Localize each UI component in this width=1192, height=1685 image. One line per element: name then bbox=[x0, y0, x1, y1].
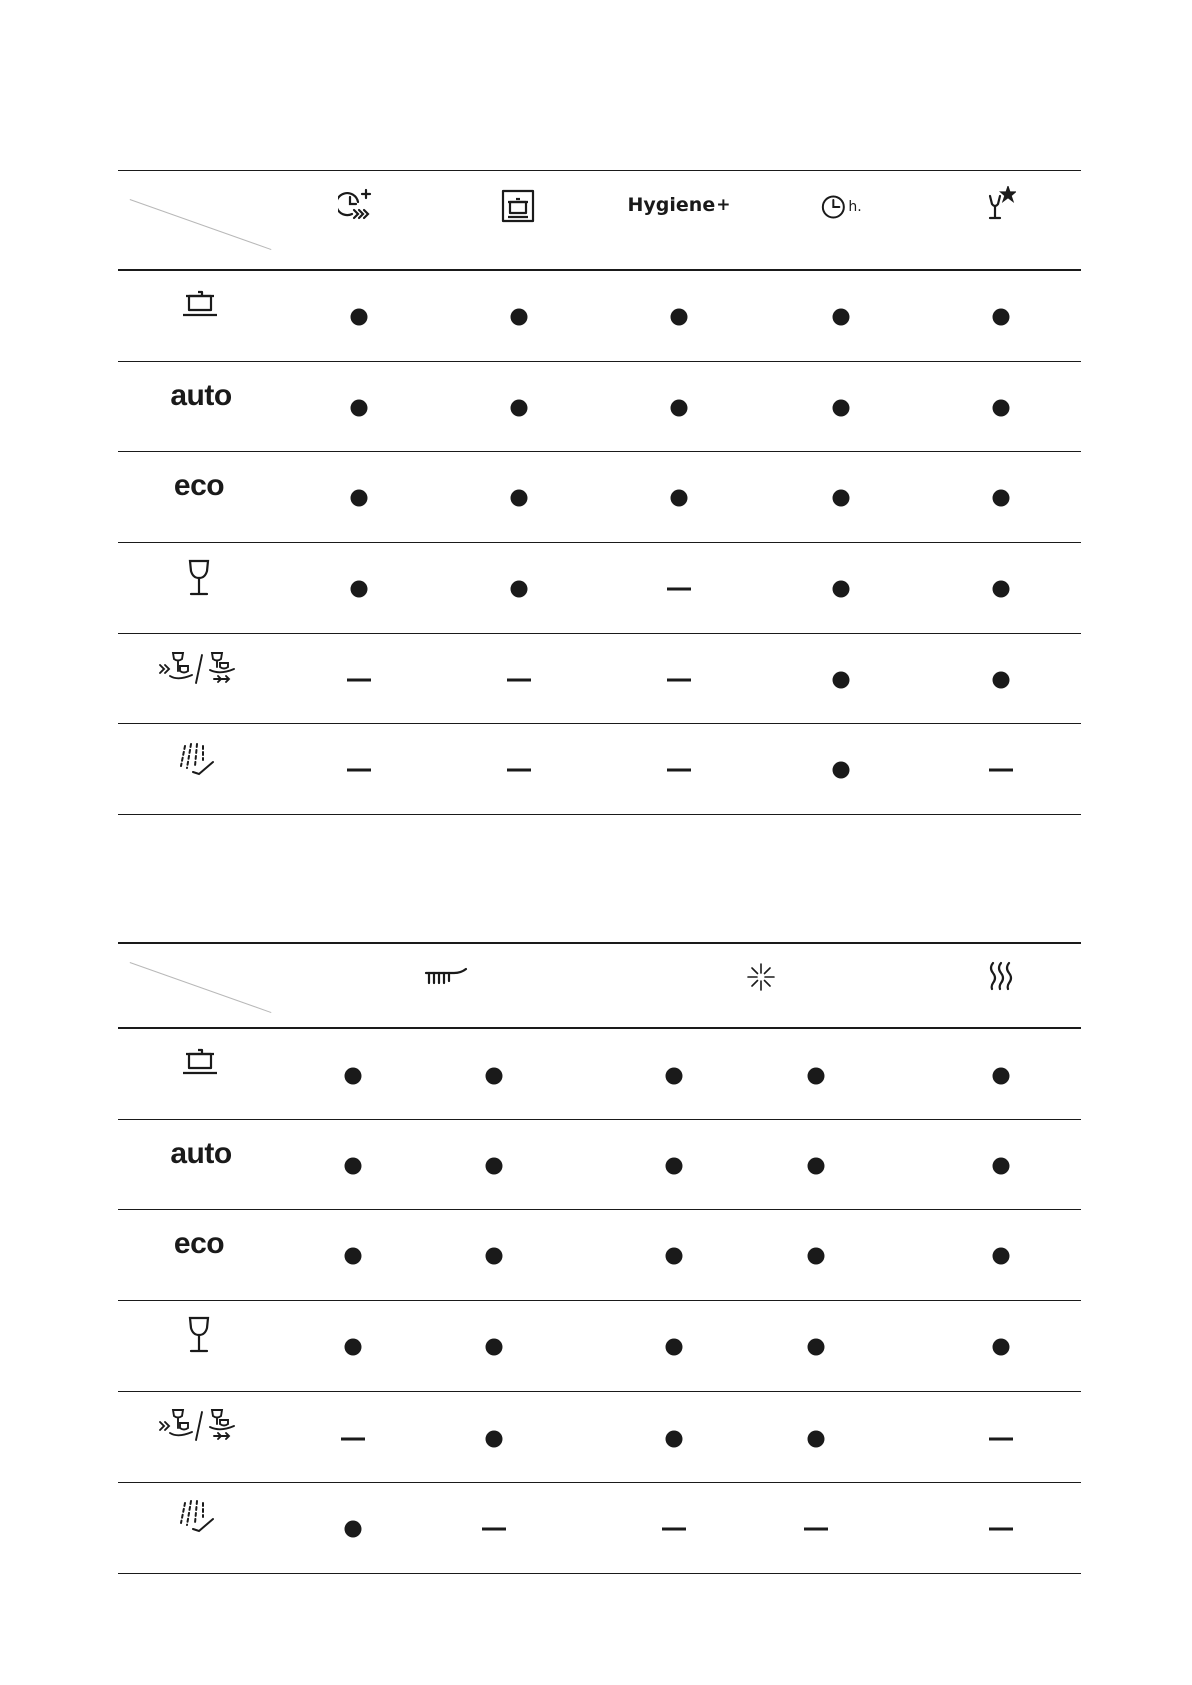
row-divider bbox=[118, 1482, 1081, 1483]
table-top-rule bbox=[118, 942, 1081, 944]
hygiene-plus-label bbox=[628, 194, 731, 216]
sparkle-icon bbox=[746, 962, 776, 992]
compatible-dot bbox=[511, 309, 528, 326]
not-applicable-dash bbox=[507, 679, 531, 682]
row-divider bbox=[118, 1391, 1081, 1392]
compatible-dot bbox=[486, 1158, 503, 1175]
not-applicable-dash bbox=[341, 1438, 365, 1441]
glass-star-icon bbox=[986, 186, 1016, 222]
row-divider bbox=[118, 1209, 1081, 1210]
pot-icon bbox=[180, 288, 220, 318]
clock-hours-icon bbox=[820, 194, 861, 220]
row-divider bbox=[118, 1300, 1081, 1301]
compatible-dot bbox=[833, 762, 850, 779]
compatible-dot bbox=[993, 1158, 1010, 1175]
compatible-dot bbox=[833, 581, 850, 598]
table-bottom-rule bbox=[118, 814, 1081, 815]
row-divider bbox=[118, 451, 1081, 452]
pre-rinse-shower-icon bbox=[179, 740, 217, 778]
compatible-dot bbox=[511, 490, 528, 507]
not-applicable-dash bbox=[507, 769, 531, 772]
steam-icon bbox=[988, 961, 1014, 991]
header-divider bbox=[118, 269, 1081, 271]
compatible-dot bbox=[486, 1068, 503, 1085]
hygiene-plus-mark: + bbox=[716, 195, 731, 215]
compatible-dot bbox=[993, 1339, 1010, 1356]
compatible-dot bbox=[511, 400, 528, 417]
brush-icon bbox=[424, 965, 468, 987]
not-applicable-dash bbox=[347, 769, 371, 772]
compatible-dot bbox=[345, 1339, 362, 1356]
compatible-dot bbox=[345, 1521, 362, 1538]
not-applicable-dash bbox=[667, 679, 691, 682]
compatible-dot bbox=[345, 1158, 362, 1175]
compatible-dot bbox=[993, 309, 1010, 326]
table-bottom-rule bbox=[118, 1573, 1081, 1574]
auto-label: auto bbox=[170, 379, 232, 412]
not-applicable-dash bbox=[662, 1528, 686, 1531]
compatible-dot bbox=[671, 400, 688, 417]
table-top-rule bbox=[118, 170, 1081, 171]
compatibility-table-bottom bbox=[118, 942, 1081, 1574]
compatible-dot bbox=[666, 1158, 683, 1175]
compatible-dot bbox=[808, 1068, 825, 1085]
header-diagonal-line bbox=[130, 962, 272, 1013]
compatible-dot bbox=[671, 309, 688, 326]
row-divider bbox=[118, 542, 1081, 543]
header-diagonal-line bbox=[130, 199, 272, 250]
compatible-dot bbox=[351, 581, 368, 598]
compatible-dot bbox=[808, 1431, 825, 1448]
hours-text: h. bbox=[848, 199, 862, 215]
not-applicable-dash bbox=[989, 1528, 1013, 1531]
compatible-dot bbox=[993, 400, 1010, 417]
compatible-dot bbox=[808, 1339, 825, 1356]
compatible-dot bbox=[833, 672, 850, 689]
row-divider bbox=[118, 361, 1081, 362]
row-divider bbox=[118, 723, 1081, 724]
compatible-dot bbox=[833, 309, 850, 326]
compatible-dot bbox=[351, 400, 368, 417]
not-applicable-dash bbox=[667, 769, 691, 772]
compatible-dot bbox=[993, 1248, 1010, 1265]
clock-plus-speed-icon bbox=[338, 188, 378, 224]
quick-glass-cup-icon bbox=[158, 651, 242, 689]
compatible-dot bbox=[511, 581, 528, 598]
compatible-dot bbox=[671, 490, 688, 507]
hygiene-text: Hygiene bbox=[627, 194, 716, 216]
pre-rinse-shower-icon bbox=[179, 1497, 217, 1535]
compatible-dot bbox=[345, 1068, 362, 1085]
compatible-dot bbox=[666, 1248, 683, 1265]
eco-label: eco bbox=[173, 1227, 225, 1260]
compatible-dot bbox=[666, 1068, 683, 1085]
not-applicable-dash bbox=[989, 1438, 1013, 1441]
row-divider bbox=[118, 1119, 1081, 1120]
compatible-dot bbox=[486, 1339, 503, 1356]
pot-icon bbox=[180, 1046, 220, 1076]
compatibility-table-top bbox=[118, 170, 1081, 815]
quick-glass-cup-icon bbox=[158, 1408, 242, 1446]
compatible-dot bbox=[993, 581, 1010, 598]
compatible-dot bbox=[486, 1431, 503, 1448]
compatible-dot bbox=[993, 490, 1010, 507]
not-applicable-dash bbox=[482, 1528, 506, 1531]
compatible-dot bbox=[808, 1248, 825, 1265]
compatible-dot bbox=[345, 1248, 362, 1265]
wine-glass-icon bbox=[185, 559, 213, 597]
eco-label: eco bbox=[173, 469, 225, 502]
auto-label: auto bbox=[170, 1137, 232, 1170]
compatible-dot bbox=[351, 309, 368, 326]
compatible-dot bbox=[808, 1158, 825, 1175]
compatible-dot bbox=[666, 1431, 683, 1448]
row-divider bbox=[118, 633, 1081, 634]
not-applicable-dash bbox=[989, 769, 1013, 772]
not-applicable-dash bbox=[667, 588, 691, 591]
compatible-dot bbox=[993, 1068, 1010, 1085]
compatible-dot bbox=[993, 672, 1010, 689]
header-divider bbox=[118, 1027, 1081, 1029]
pot-in-box-icon bbox=[501, 189, 535, 223]
wine-glass-icon bbox=[185, 1316, 213, 1354]
compatible-dot bbox=[833, 490, 850, 507]
compatible-dot bbox=[351, 490, 368, 507]
not-applicable-dash bbox=[347, 679, 371, 682]
compatible-dot bbox=[666, 1339, 683, 1356]
compatible-dot bbox=[486, 1248, 503, 1265]
not-applicable-dash bbox=[804, 1528, 828, 1531]
compatible-dot bbox=[833, 400, 850, 417]
